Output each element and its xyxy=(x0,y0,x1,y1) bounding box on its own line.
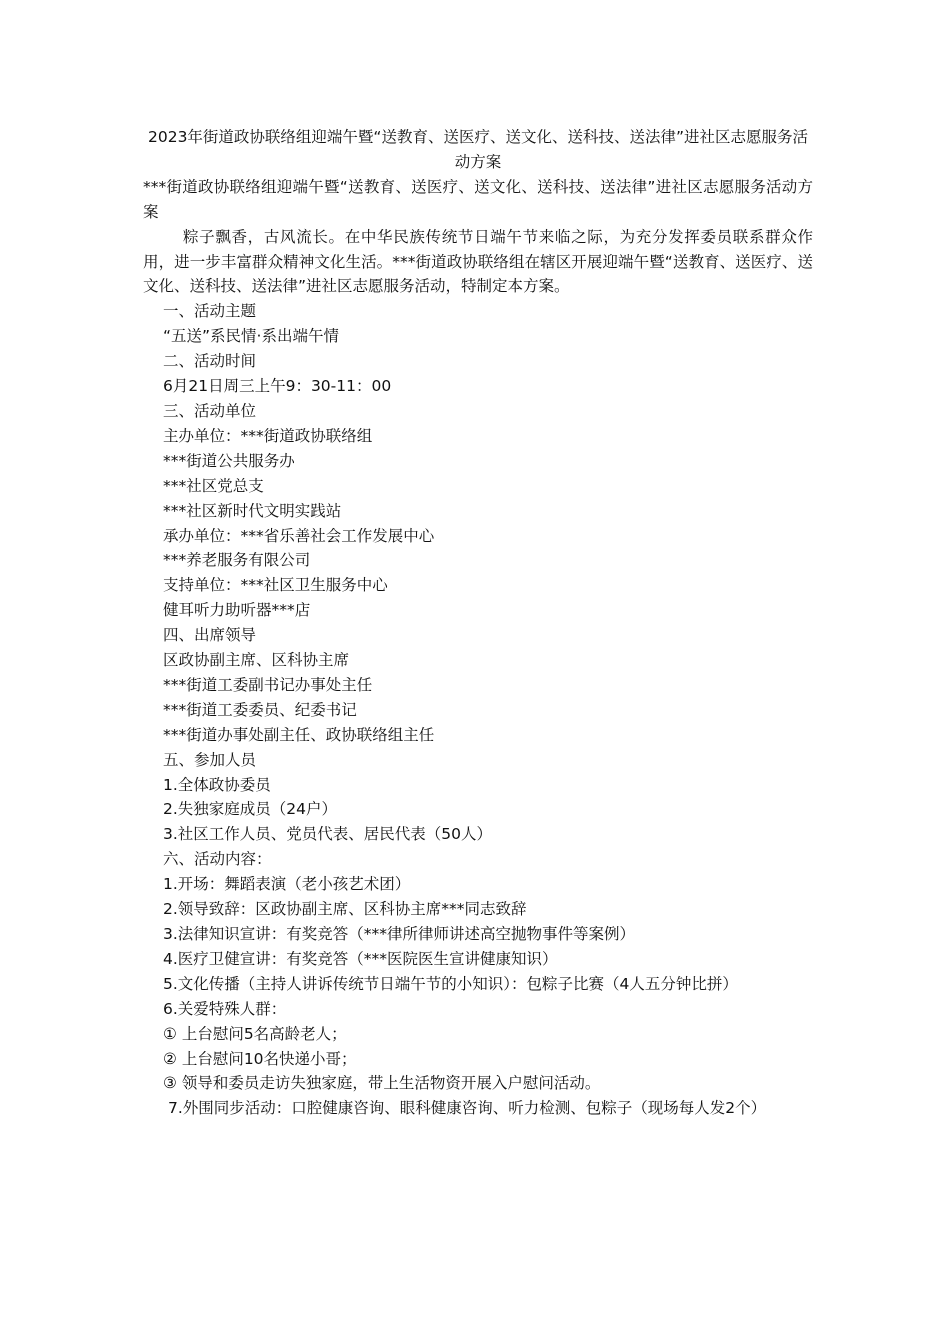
document-page xyxy=(143,125,813,1121)
content-item-6: 6.关爱特殊人群： xyxy=(163,999,287,1018)
section-heading-participants: 五、参加人员 xyxy=(163,750,257,769)
host-unit-2: ***街道公共服务办 xyxy=(163,451,295,470)
section-heading-theme: 一、活动主题 xyxy=(163,302,257,321)
support-unit: 支持单位：***社区卫生服务中心 xyxy=(163,576,388,595)
section-heading-content: 六、活动内容： xyxy=(163,850,272,869)
participant-1: 1.全体政协委员 xyxy=(163,775,271,794)
content-item-4: 4.医疗卫健宣讲：有奖竞答（***医院医生宣讲健康知识） xyxy=(163,949,558,968)
host-unit: 主办单位：***街道政协联络组 xyxy=(163,426,373,445)
theme-text: “五送”系民情·系出端午情 xyxy=(163,327,339,346)
content-item-3: 3.法律知识宣讲：有奖竞答（***律所律师讲述高空抛物事件等案例） xyxy=(163,925,636,943)
content-item-2: 2.领导致辞：区政协副主席、区科协主席***同志致辞 xyxy=(163,900,527,919)
participant-2: 2.失独家庭成员（24户） xyxy=(163,800,338,819)
section-heading-time: 二、活动时间 xyxy=(163,352,257,371)
content-item-7: 7.外围同步活动：口腔健康咨询、眼科健康咨询、听力检测、包粽子（现场每人发2个） xyxy=(168,1099,767,1118)
document-subtitle: ***街道政协联络组迎端午暨“送教育、送医疗、送文化、送科技、送法律”进社区志愿服务活动方案 xyxy=(143,177,813,221)
organizer-unit-2: ***养老服务有限公司 xyxy=(163,551,311,570)
care-item-3: ③ 领导和委员走访失独家庭，带上生活物资开展入户慰问活动。 xyxy=(163,1074,601,1093)
host-unit-3: ***社区党总支 xyxy=(163,476,264,495)
host-unit-4: ***社区新时代文明实践站 xyxy=(163,501,342,520)
intro-paragraph: 粽子飘香，古风流长。在中华民族传统节日端午节来临之际，为充分发挥委员联系群众作用，进一步丰富群众精神文化生活。***街道政协联络组在辖区开展迎端午暨“送教育、送医疗、送文化、送科技、送法律”进社区志愿服务活动，特制定本方案。 xyxy=(143,227,813,296)
participant-3: 3.社区工作人员、党员代表、居民代表（50人） xyxy=(163,825,493,844)
care-item-1: ① 上台慰问5名高龄老人； xyxy=(163,1024,347,1043)
content-item-1: 1.开场：舞蹈表演（老小孩艺术团） xyxy=(163,875,411,894)
leader-1: 区政协副主席、区科协主席 xyxy=(163,651,350,670)
time-text: 6月21日周三上午9：30-11：00 xyxy=(163,377,392,396)
section-heading-units: 三、活动单位 xyxy=(163,401,257,420)
support-unit-2: 健耳听力助听器***店 xyxy=(163,601,311,620)
content-item-5: 5.文化传播（主持人讲诉传统节日端午节的小知识）：包粽子比赛（4人五分钟比拼） xyxy=(163,974,738,993)
leader-4: ***街道办事处副主任、政协联络组主任 xyxy=(163,725,435,744)
leader-2: ***街道工委副书记办事处主任 xyxy=(163,675,373,694)
care-item-2: ② 上台慰问10名快递小哥； xyxy=(163,1049,357,1068)
document-title: 2023年街道政协联络组迎端午暨“送教育、送医疗、送文化、送科技、送法律”进社区志愿服务活动方案 xyxy=(147,128,808,171)
section-heading-leaders: 四、出席领导 xyxy=(163,626,257,645)
organizer-unit: 承办单位：***省乐善社会工作发展中心 xyxy=(163,526,435,545)
leader-3: ***街道工委委员、纪委书记 xyxy=(163,700,357,719)
